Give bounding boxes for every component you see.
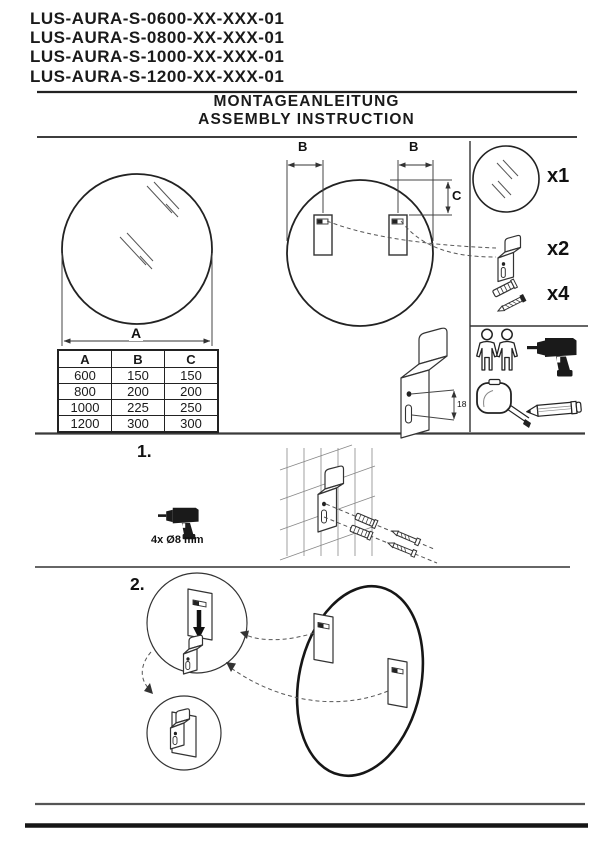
wall-bracket xyxy=(318,466,344,532)
mounting-plate-left xyxy=(314,215,332,255)
bracket-detail xyxy=(401,328,454,438)
size-row-600 xyxy=(58,368,218,384)
mirror-tilted xyxy=(280,574,439,787)
size-table-header-row xyxy=(58,350,218,368)
cell: 1000 xyxy=(58,400,112,416)
step2-diagram xyxy=(142,573,439,788)
mounting-plate-right xyxy=(389,215,407,255)
bracket-plate xyxy=(401,370,429,438)
part-wall-plug-icon xyxy=(492,279,517,298)
cell: 300 xyxy=(165,416,219,433)
size-row-800 xyxy=(58,384,218,400)
detail-hooked-contents xyxy=(171,709,197,757)
dim-label-b-left: B xyxy=(298,139,308,154)
qty-bracket: x2 xyxy=(547,238,570,260)
two-persons-icon xyxy=(477,329,498,370)
size-table xyxy=(57,349,219,433)
mirror-plate-1 xyxy=(314,614,333,664)
screw-axis-leaders xyxy=(324,504,437,563)
parts-list xyxy=(473,146,539,314)
mirror-back-view xyxy=(287,160,496,326)
cell: 250 xyxy=(165,400,219,416)
cell: 225 xyxy=(112,400,165,416)
cell: 150 xyxy=(112,368,165,384)
product-code: LUS-AURA-S-1200-XX-XXX-01 xyxy=(30,66,285,86)
dim-label-b-right: B xyxy=(409,139,419,154)
two-persons-icon xyxy=(497,329,518,370)
col-header-a: A xyxy=(58,350,112,368)
cell: 150 xyxy=(165,368,219,384)
step2-number: 2. xyxy=(130,574,145,594)
qty-mirror: x1 xyxy=(547,165,570,187)
mirror-outline xyxy=(62,174,212,324)
col-header-c: C xyxy=(165,350,219,368)
part-mirror xyxy=(473,146,539,212)
screw-2 xyxy=(387,540,417,557)
title-german: MONTAGEANLEITUNG xyxy=(213,93,400,110)
product-code: LUS-AURA-S-0800-XX-XXX-01 xyxy=(30,28,285,48)
tools-required xyxy=(477,329,582,428)
wall-plug-1 xyxy=(354,512,378,528)
part-mirror-icon xyxy=(473,146,539,212)
wall-plug-2 xyxy=(349,524,373,540)
product-codes xyxy=(30,9,284,86)
mirror-plate-2 xyxy=(388,659,407,708)
mirror-back-outline xyxy=(287,180,433,326)
size-row-1000 xyxy=(58,400,218,416)
step1-drill-note: 4x Ø8 mm xyxy=(151,534,204,546)
dim-label-a: A xyxy=(131,325,142,341)
dim-label-c: C xyxy=(452,188,462,203)
cell: 300 xyxy=(112,416,165,433)
cell: 800 xyxy=(58,384,112,400)
screw-1 xyxy=(391,528,421,546)
tape-measure-icon xyxy=(477,380,531,429)
bracket-slot xyxy=(406,405,412,423)
title-english: ASSEMBLY INSTRUCTION xyxy=(198,111,415,128)
product-code: LUS-AURA-S-0600-XX-XXX-01 xyxy=(30,9,285,28)
cell: 600 xyxy=(58,368,112,384)
col-header-b: B xyxy=(112,350,165,368)
cell: 200 xyxy=(112,384,165,400)
page-title xyxy=(0,93,613,129)
part-screw-icon xyxy=(496,294,526,314)
step1-number: 1. xyxy=(137,441,152,461)
part-bracket-icon xyxy=(498,235,521,281)
drill-icon xyxy=(527,338,577,377)
qty-fasteners: x4 xyxy=(547,283,570,305)
bracket-hole xyxy=(407,391,412,397)
pencil-icon xyxy=(526,401,581,418)
product-code: LUS-AURA-S-1000-XX-XXX-01 xyxy=(30,47,285,67)
cell: 200 xyxy=(165,384,219,400)
dim-label-18: 18 xyxy=(457,399,467,409)
mirror-front-view xyxy=(62,174,212,346)
size-row-1200 xyxy=(58,416,218,433)
cell: 1200 xyxy=(58,416,112,433)
